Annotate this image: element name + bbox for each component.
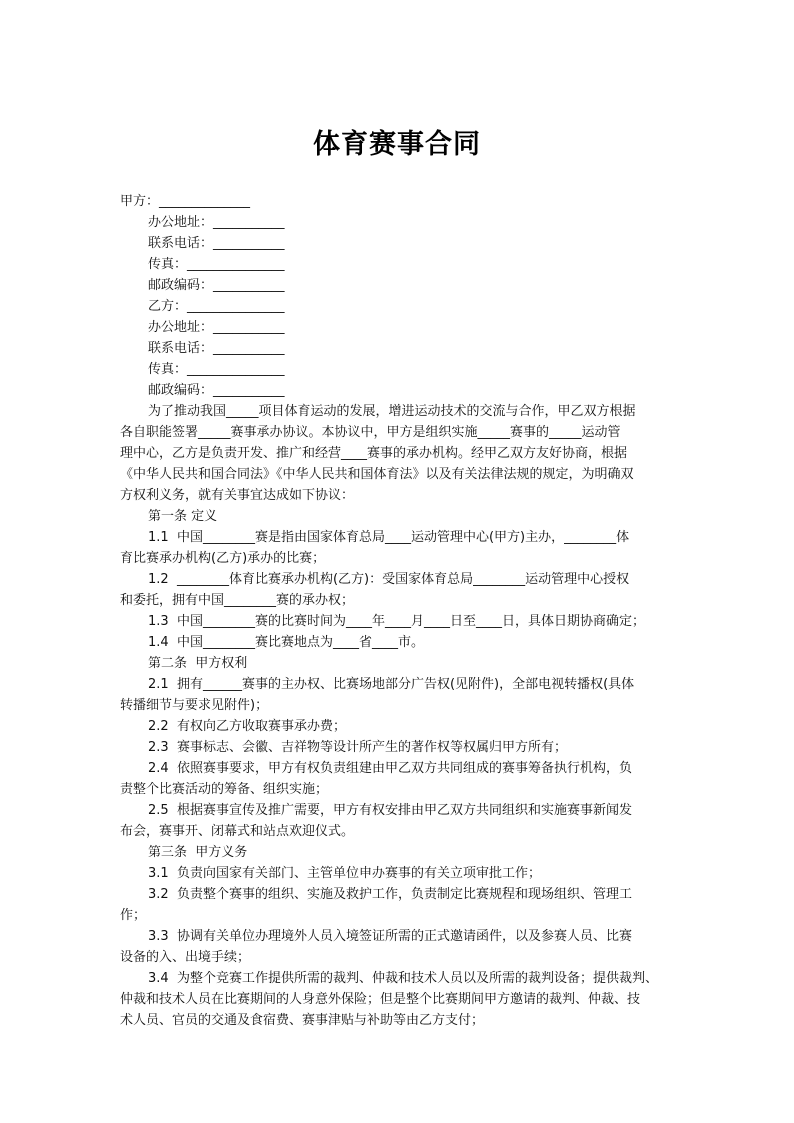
clause-line: 2.1 拥有______赛事的主办权、比赛场地部分广告权(见附件)，全部电视转播权(具体	[148, 677, 635, 692]
article-3-heading: 第三条 甲方义务	[148, 845, 248, 860]
preamble-line: 方权利义务，就有关事宜达成如下协议：	[120, 488, 355, 503]
clause-line: 1.3 中国________赛的比赛时间为____年____月____日至____日，具体日期协商确定；	[148, 614, 645, 629]
party-b-address-line: 办公地址：___________	[148, 320, 285, 335]
party-a-phone-line: 联系电话：___________	[148, 236, 285, 251]
party-b-phone-line: 联系电话：___________	[148, 341, 285, 356]
party-a-address-line: 办公地址：___________	[148, 215, 285, 230]
party-b-fax-line: 传真：_______________	[148, 362, 285, 377]
party-a-postcode-line: 邮政编码：___________	[148, 278, 285, 293]
clause-line: 设备的入、出境手续；	[120, 950, 251, 965]
clause-line: 2.4 依照赛事要求，甲方有权负责组建由甲乙双方共同组成的赛事筹备执行机构，负	[148, 761, 632, 776]
clause-line: 1.4 中国________赛比赛地点为____省____市。	[148, 635, 424, 650]
party-b-postcode-line: 邮政编码：___________	[148, 383, 285, 398]
clause-line: 育比赛承办机构(乙方)承办的比赛；	[120, 551, 326, 566]
clause-line: 3.3 协调有关单位办理境外人员入境签证所需的正式邀请函件，以及参赛人员、比赛	[148, 929, 632, 944]
clause-line: 3.4 为整个竞赛工作提供所需的裁判、仲裁和技术人员以及所需的裁判设备；提供裁判、	[148, 971, 658, 986]
party-b-line: 乙方：_______________	[148, 299, 285, 314]
party-a-line: 甲方：______________	[120, 194, 251, 209]
article-1-heading: 第一条 定义	[148, 509, 218, 524]
clause-line: 仲裁和技术人员在比赛期间的人身意外保险；但是整个比赛期间甲方邀请的裁判、仲裁、技	[120, 992, 641, 1007]
clause-line: 2.3 赛事标志、会徽、吉祥物等设计所产生的著作权等权属归甲方所有；	[148, 740, 567, 755]
preamble-line: 《中华人民共和国合同法》《中华人民共和国体育法》以及有关法律法规的规定，为明确双	[120, 467, 634, 482]
clause-line: 布会，赛事开、闭幕式和站点欢迎仪式。	[120, 824, 355, 839]
article-2-heading: 第二条 甲方权利	[148, 656, 248, 671]
document-title: 体育赛事合同	[313, 129, 481, 160]
clause-line: 1.1 中国________赛是指由国家体育总局____运动管理中心(甲方)主办，________体	[148, 530, 630, 545]
clause-line: 转播细节与要求见附件)；	[120, 698, 269, 713]
clause-line: 2.2 有权向乙方收取赛事承办费；	[148, 719, 346, 734]
clause-line: 和委托，拥有中国________赛的承办权；	[120, 593, 355, 608]
preamble-line: 为了推动我国_____项目体育运动的发展，增进运动技术的交流与合作，甲乙双方根据	[148, 404, 636, 419]
clause-line: 2.5 根据赛事宣传及推广需要，甲方有权安排由甲乙双方共同组织和实施赛事新闻发	[148, 803, 632, 818]
clause-line: 术人员、官员的交通及食宿费、赛事津贴与补助等由乙方支付；	[120, 1013, 485, 1028]
preamble-line: 理中心，乙方是负责开发、推广和经营____赛事的承办机构。经甲乙双方友好协商，根据	[120, 446, 628, 461]
party-a-fax-line: 传真：_______________	[148, 257, 285, 272]
clause-line: 3.2 负责整个赛事的组织、实施及救护工作，负责制定比赛规程和现场组织、管理工	[148, 887, 632, 902]
preamble-line: 各自职能签署_____赛事承办协议。本协议中，甲方是组织实施_____赛事的_____运动管	[120, 425, 621, 440]
clause-line: 3.1 负责向国家有关部门、主管单位申办赛事的有关立项审批工作；	[148, 866, 541, 881]
clause-line: 责整个比赛活动的筹备、组织实施；	[120, 782, 329, 797]
clause-line: 1.2 ________体育比赛承办机构(乙方)：受国家体育总局________运动管理中心授权	[148, 572, 630, 587]
clause-line: 作；	[120, 908, 147, 923]
